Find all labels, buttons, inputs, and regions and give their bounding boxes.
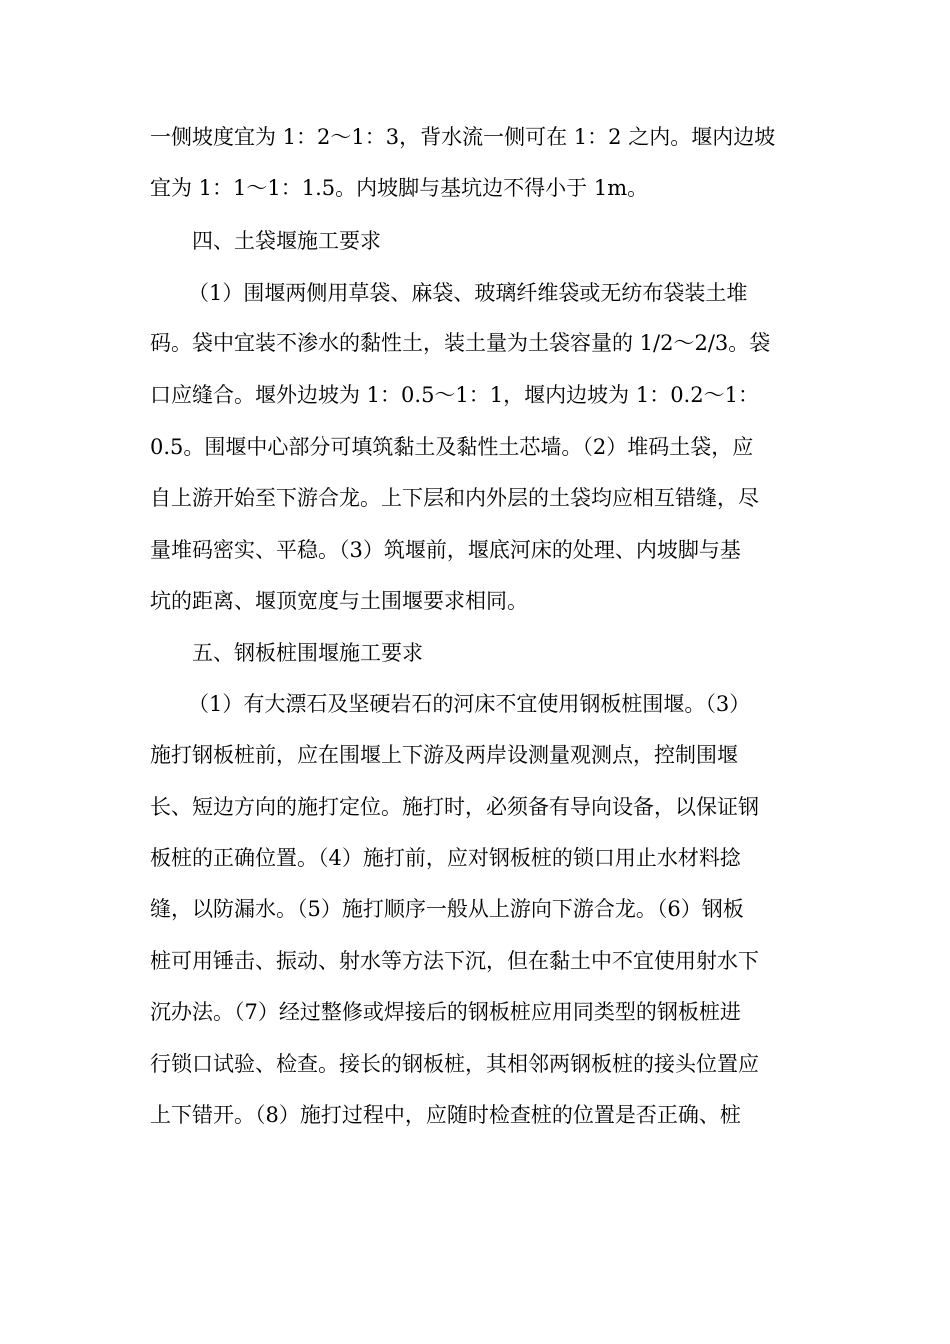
text-line-14: 长、短边方向的施打定位。施打时，必须备有导向设备，以保证钢 bbox=[150, 795, 759, 819]
text-line-5: 码。袋中宜装不渗水的黏性土，装土量为土袋容量的 1/2～2/3。袋 bbox=[150, 331, 771, 355]
text-line-16: 缝，以防漏水。（5）施打顺序一般从上游向下游合龙。（6）钢板 bbox=[150, 897, 744, 921]
text-line-19: 行锁口试验、检查。接长的钢板桩，其相邻两钢板桩的接头位置应 bbox=[150, 1052, 759, 1076]
text-line-18: 沉办法。（7）经过整修或焊接后的钢板桩应用同类型的钢板桩进 bbox=[150, 1000, 741, 1024]
text-line-12: （1）有大漂石及坚硬岩石的河床不宜使用钢板桩围堰。（3） bbox=[188, 692, 751, 716]
section-heading-5: 五、钢板桩围堰施工要求 bbox=[192, 641, 423, 665]
text-line-1: 一侧坡度宜为 1：2～1：3，背水流一侧可在 1：2 之内。堰内边坡 bbox=[150, 125, 776, 149]
text-line-7: 0.5。围堰中心部分可填筑黏土及黏性土芯墙。（2）堆码土袋，应 bbox=[150, 435, 754, 459]
text-line-10: 坑的距离、堰顶宽度与土围堰要求相同。 bbox=[150, 589, 528, 613]
text-line-17: 桩可用锤击、振动、射水等方法下沉，但在黏土中不宜使用射水下 bbox=[150, 949, 759, 973]
text-line-6: 口应缝合。堰外边坡为 1：0.5～1：1，堰内边坡为 1：0.2～1： bbox=[150, 383, 759, 407]
text-line-4: （1）围堰两侧用草袋、麻袋、玻璃纤维袋或无纺布袋装土堆 bbox=[188, 281, 748, 305]
text-line-9: 量堆码密实、平稳。（3）筑堰前，堰底河床的处理、内坡脚与基 bbox=[150, 538, 741, 562]
text-line-8: 自上游开始至下游合龙。上下层和内外层的土袋均应相互错缝，尽 bbox=[150, 486, 759, 510]
text-line-15: 板桩的正确位置。（4）施打前，应对钢板桩的锁口用止水材料捻 bbox=[150, 846, 741, 870]
section-heading-4: 四、土袋堰施工要求 bbox=[192, 229, 381, 253]
text-line-20: 上下错开。（8）施打过程中，应随时检查桩的位置是否正确、桩 bbox=[150, 1103, 741, 1127]
text-line-13: 施打钢板桩前，应在围堰上下游及两岸设测量观测点，控制围堰 bbox=[150, 743, 738, 767]
text-line-2: 宜为 1：1～1：1.5。内坡脚与基坑边不得小于 1m。 bbox=[150, 176, 649, 200]
